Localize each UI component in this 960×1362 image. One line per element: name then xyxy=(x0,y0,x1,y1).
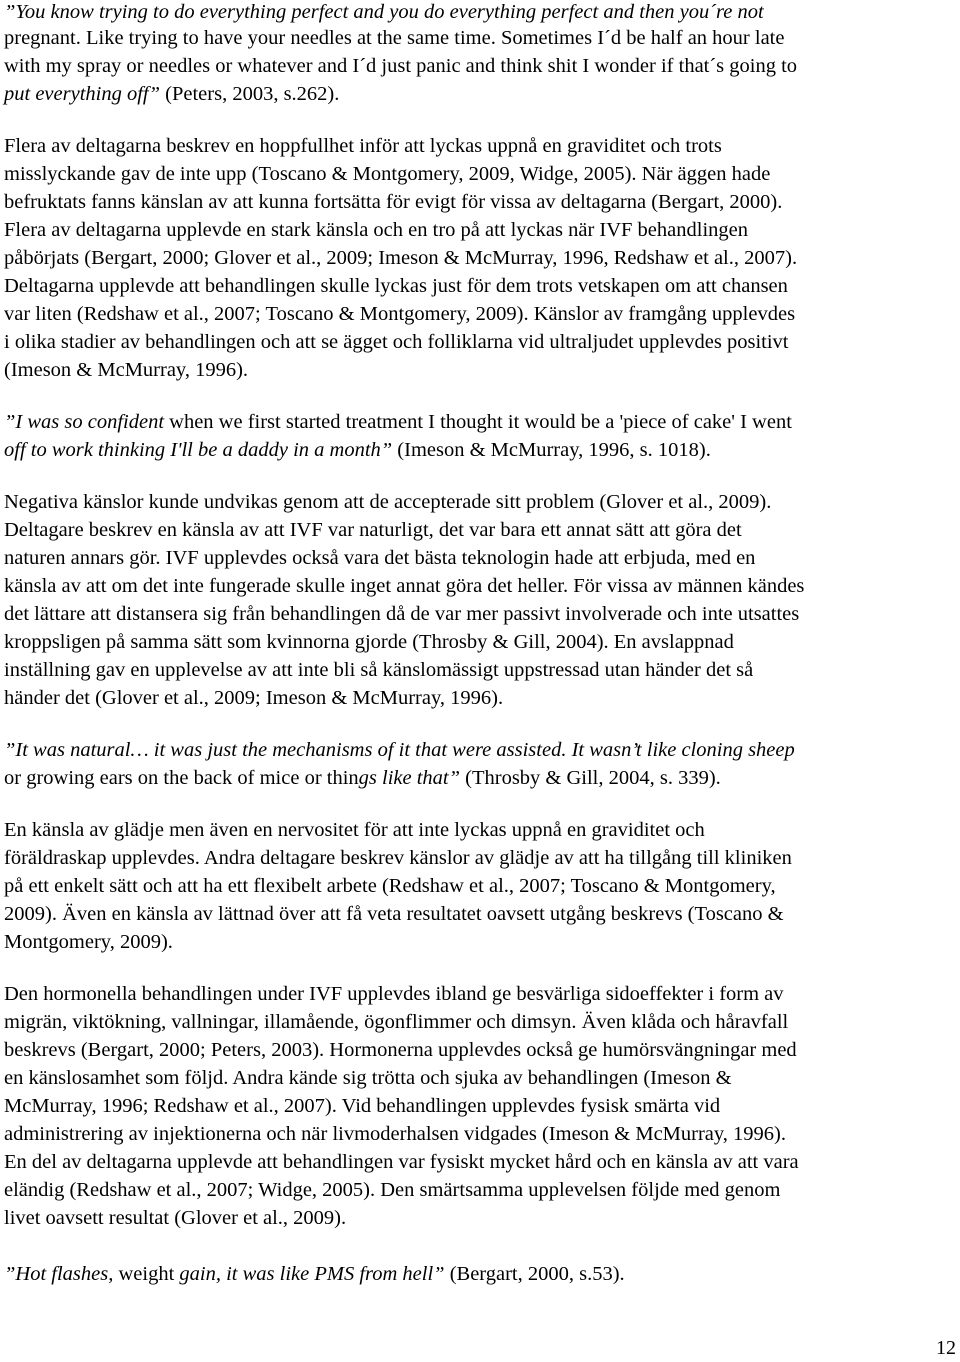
italic-text: gs like that” xyxy=(358,767,461,789)
paragraph-line xyxy=(4,572,804,600)
page-number: 12 xyxy=(936,1337,956,1359)
text-span: 2009). Även en känsla av lättnad över att få veta resultatet oavsett utgång beskrevs (Toscano & xyxy=(4,903,784,925)
paragraph-line xyxy=(4,1176,780,1204)
text-span: naturen annars gör. IVF upplevdes också vara det bästa teknologin hade att erbjuda, med en xyxy=(4,547,756,569)
paragraph-line xyxy=(4,628,734,656)
paragraph-line xyxy=(4,1120,786,1148)
paragraph-line xyxy=(4,216,748,244)
quote-line xyxy=(4,736,795,764)
paragraph-line xyxy=(4,1148,799,1176)
text-span: administrering av injektionerna och när livmoderhalsen vidgades (Imeson & McMurray, 1996). xyxy=(4,1123,787,1145)
text-span: Den hormonella behandlingen under IVF upplevdes ibland ge besvärliga sidoeffekter i form av xyxy=(4,983,784,1005)
paragraph-line xyxy=(4,160,770,188)
text-span: känsla av att om det inte fungerade skulle inget annat göra det heller. För vissa av männen kändes xyxy=(4,575,805,597)
text-span: beskrevs (Bergart, 2000; Peters, 2003). Hormonerna upplevdes också ge humörsvängningar med xyxy=(4,1039,797,1061)
text-span: kroppsligen på samma sätt som kvinnorna gjorde (Throsby & Gill, 2004). En avslappnad xyxy=(4,631,734,653)
text-span: McMurray, 1996; Redshaw et al., 2007). Vid behandlingen upplevdes fysisk smärta vid xyxy=(4,1095,721,1117)
text-span: i olika stadier av behandlingen och att se ägget och folliklarna vid ultraljudet upplevdes positivt xyxy=(4,331,789,353)
quote-line xyxy=(4,436,711,464)
text-span: Deltagarna upplevde att behandlingen skulle lyckas just för dem trots vetskapen om att chansen xyxy=(4,275,788,297)
text-span: (Imeson & McMurray, 1996). xyxy=(4,359,249,381)
italic-text: gain, it was like PMS from hell” xyxy=(179,1263,445,1285)
quote-line xyxy=(4,80,339,108)
paragraph-line xyxy=(4,656,753,684)
text-span: Deltagare beskrev en känsla av att IVF var naturligt, det var bara ett annat sätt att göra det xyxy=(4,519,742,541)
paragraph-line xyxy=(4,1092,720,1120)
text-span: befruktats fanns känslan av att kunna fortsätta för evigt för vissa av deltagarna (Bergart, 2000). xyxy=(4,191,783,213)
text-span: en känslosamhet som följd. Andra kände sig trötta och sjuka av behandlingen (Imeson & xyxy=(4,1067,732,1089)
text-span: or growing ears on the back of mice or thin xyxy=(4,767,359,789)
text-span: Negativa känslor kunde undvikas genom att de accepterade sitt problem (Glover et al., 2009). xyxy=(4,491,772,513)
paragraph-line xyxy=(4,928,173,956)
text-span: inställning gav en upplevelse av att inte bli så känslomässigt uppstressad utan händer det så xyxy=(4,659,754,681)
quote-line xyxy=(4,0,764,26)
quote-line xyxy=(4,24,784,52)
text-span: when we first started treatment I thought it would be a 'piece of cake' I went xyxy=(164,411,792,433)
text-span: var liten (Redshaw et al., 2007; Toscano & Montgomery, 2009). Känslor av framgång upplevdes xyxy=(4,303,796,325)
paragraph-line xyxy=(4,900,784,928)
italic-text: off to work thinking I'll be a daddy in a month” xyxy=(4,439,393,461)
paragraph-line xyxy=(4,1204,346,1232)
text-span: Flera av deltagarna beskrev en hoppfullhet inför att lyckas uppnå en graviditet och trots xyxy=(4,135,722,157)
text-span: Flera av deltagarna upplevde en stark känsla och en tro på att lyckas när IVF behandlingen xyxy=(4,219,748,241)
italic-text: ”Hot flashes, xyxy=(4,1263,114,1285)
text-span: En del av deltagarna upplevde att behandlingen var fysiskt mycket hård och en känsla av att vara xyxy=(4,1151,799,1173)
italic-text: ”I was so confident xyxy=(4,411,165,433)
paragraph-line xyxy=(4,488,771,516)
text-span: (Bergart, 2000, s.53). xyxy=(444,1263,625,1285)
italic-text: ”It was natural… it was just the mechanisms of it that were assisted. It wasn’t like cloning sheep xyxy=(4,739,795,761)
paragraph-line xyxy=(4,1036,797,1064)
italic-text: ”You know trying to do everything perfect and you do everything perfect and then you´re not xyxy=(4,1,764,23)
quote-line xyxy=(4,408,792,436)
paragraph-line xyxy=(4,980,784,1008)
text-span: migrän, viktökning, vallningar, illamående, ögonflimmer och dimsyn. Även klåda och håravfall xyxy=(4,1011,789,1033)
text-span: with my spray or needles or whatever and I´d just panic and think shit I wonder if that´s going to xyxy=(4,55,798,77)
text-span: weight xyxy=(113,1263,180,1285)
paragraph-line xyxy=(4,600,799,628)
text-span: livet oavsett resultat (Glover et al., 2009). xyxy=(4,1207,347,1229)
quote-line xyxy=(4,1260,625,1288)
text-span: En känsla av glädje men även en nervositet för att inte lyckas uppnå en graviditet och xyxy=(4,819,705,841)
paragraph-line xyxy=(4,684,503,712)
paragraph-line xyxy=(4,132,722,160)
quote-line xyxy=(4,52,797,80)
paragraph-line xyxy=(4,188,782,216)
paragraph-line xyxy=(4,328,789,356)
text-span: pregnant. Like trying to have your needles at the same time. Sometimes I´d be half an hour late xyxy=(4,27,785,49)
paragraph-line xyxy=(4,544,755,572)
paragraph-line xyxy=(4,300,795,328)
paragraph-line xyxy=(4,816,705,844)
text-span: (Imeson & McMurray, 1996, s. 1018). xyxy=(392,439,711,461)
text-span: misslyckande gav de inte upp (Toscano & Montgomery, 2009, Widge, 2005). När äggen hade xyxy=(4,163,771,185)
text-span: Montgomery, 2009). xyxy=(4,931,173,953)
paragraph-line xyxy=(4,516,742,544)
text-span: händer det (Glover et al., 2009; Imeson & McMurray, 1996). xyxy=(4,687,504,709)
paragraph-line xyxy=(4,1064,732,1092)
text-span: föräldraskap upplevdes. Andra deltagare beskrev känslor av glädje av att ha tillgång till kliniken xyxy=(4,847,792,869)
text-span: det lättare att distansera sig från behandlingen då de var mer passivt involverade och inte utsattes xyxy=(4,603,800,625)
text-span: eländig (Redshaw et al., 2007; Widge, 2005). Den smärtsamma upplevelsen följde med genom xyxy=(4,1179,781,1201)
paragraph-line xyxy=(4,356,248,384)
quote-line xyxy=(4,764,721,792)
text-span: på ett enkelt sätt och att ha ett flexibelt arbete (Redshaw et al., 2007; Toscano & Montgomery, xyxy=(4,875,776,897)
italic-text: put everything off” xyxy=(4,83,161,105)
paragraph-line xyxy=(4,844,792,872)
text-span: (Peters, 2003, s.262). xyxy=(160,83,340,105)
text-span: (Throsby & Gill, 2004, s. 339). xyxy=(460,767,721,789)
paragraph-line xyxy=(4,244,797,272)
text-span: påbörjats (Bergart, 2000; Glover et al., 2009; Imeson & McMurray, 1996, Redshaw et al., 2007). xyxy=(4,247,798,269)
paragraph-line xyxy=(4,872,776,900)
paragraph-line xyxy=(4,1008,788,1036)
paragraph-line xyxy=(4,272,788,300)
